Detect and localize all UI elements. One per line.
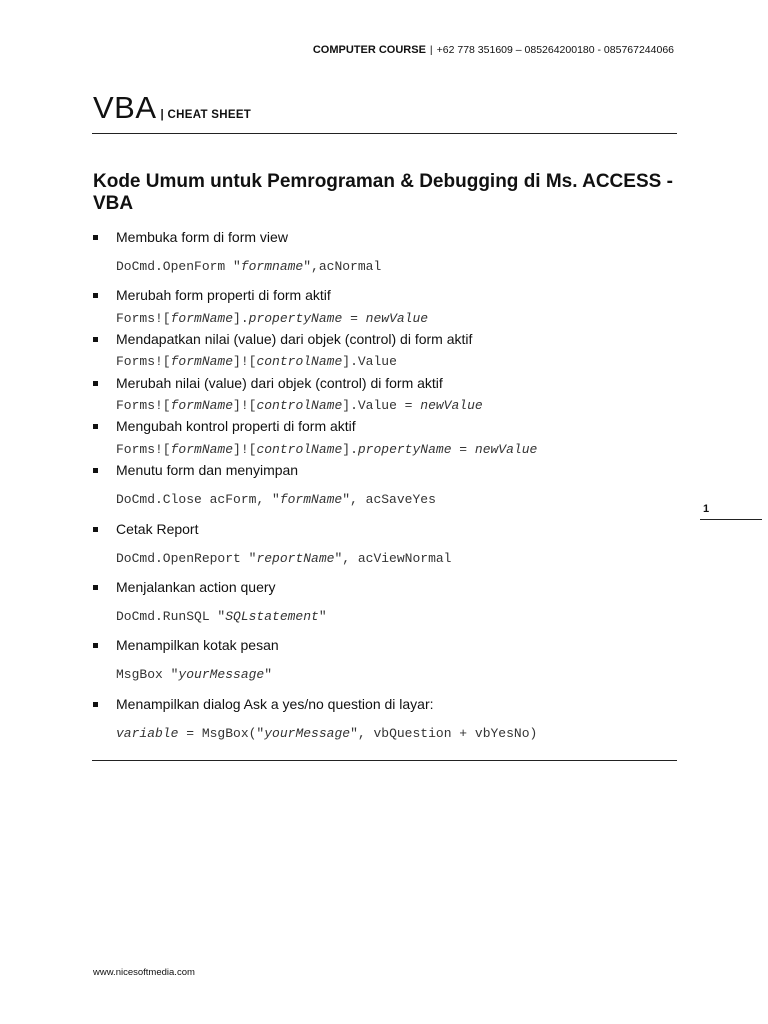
header-contact — [313, 44, 674, 56]
bullet-icon — [93, 702, 98, 707]
course-name: COMPUTER COURSE — [312, 44, 426, 56]
code-text: Forms![ — [116, 442, 171, 457]
item-label: Mendapatkan nilai (value) dari objek (control) di form aktif — [116, 331, 473, 347]
code-text: DoCmd.OpenReport " — [116, 551, 257, 566]
code-placeholder: yourMessage — [264, 726, 351, 741]
code-text: " — [264, 667, 273, 682]
item-label: Menampilkan dialog Ask a yes/no question di layar: — [116, 696, 434, 712]
code-text: MsgBox " — [116, 667, 179, 682]
code-text: ", acViewNormal — [334, 551, 452, 566]
bullet-icon — [93, 381, 98, 386]
title-sub: | CHEAT SHEET — [160, 109, 252, 121]
code-text: = — [342, 311, 366, 326]
code-text: ",acNormal — [303, 259, 382, 274]
code-placeholder: SQLstatement — [225, 609, 319, 624]
code-placeholder: newValue — [474, 442, 538, 457]
code-placeholder: formName — [170, 311, 234, 326]
code-text: = MsgBox(" — [178, 726, 265, 741]
code-text: ", vbQuestion + vbYesNo) — [350, 726, 538, 741]
code-line — [116, 667, 272, 682]
code-placeholder: reportName — [256, 551, 335, 566]
code-line — [116, 398, 483, 413]
code-line — [116, 259, 381, 274]
bullet-icon — [93, 643, 98, 648]
item-label: Cetak Report — [116, 521, 199, 537]
code-text: ].Value = — [342, 398, 421, 413]
code-text: Forms![ — [116, 354, 171, 369]
code-placeholder: variable — [116, 726, 179, 741]
code-line — [116, 311, 428, 326]
bullet-icon — [93, 468, 98, 473]
code-text: " — [318, 609, 327, 624]
item-label: Merubah nilai (value) dari objek (control) di form aktif — [116, 375, 443, 391]
item-label: Membuka form di form view — [116, 229, 288, 245]
code-line — [116, 354, 397, 369]
code-placeholder: propertyName — [248, 311, 343, 326]
page-number: 1 — [703, 503, 710, 515]
item-label: Menampilkan kotak pesan — [116, 637, 279, 653]
bottom-divider — [92, 760, 677, 761]
code-line — [116, 442, 537, 457]
code-placeholder: newValue — [420, 398, 483, 413]
top-divider — [92, 133, 677, 134]
bullet-icon — [93, 293, 98, 298]
code-text: DoCmd.OpenForm " — [116, 259, 241, 274]
bullet-icon — [93, 337, 98, 342]
bullet-icon — [93, 424, 98, 429]
code-placeholder: yourMessage — [178, 667, 265, 682]
code-line — [116, 551, 451, 566]
code-placeholder: controlName — [256, 398, 343, 413]
code-text: DoCmd.Close acForm, " — [116, 492, 280, 507]
item-label: Menjalankan action query — [116, 579, 276, 595]
phone-numbers: +62 778 351609 – 085264200180 - 085767244066 — [436, 44, 674, 56]
code-text: = — [451, 442, 475, 457]
code-placeholder: controlName — [256, 442, 343, 457]
item-label: Menutu form dan menyimpan — [116, 462, 299, 478]
bullet-icon — [93, 527, 98, 532]
code-text: ].Value — [342, 354, 397, 369]
item-label: Merubah form properti di form aktif — [116, 287, 331, 303]
code-placeholder: formName — [170, 398, 234, 413]
code-placeholder: propertyName — [357, 442, 452, 457]
code-text: ", acSaveYes — [342, 492, 436, 507]
code-text: ]. — [233, 311, 249, 326]
code-text: Forms![ — [116, 311, 171, 326]
bullet-icon — [93, 585, 98, 590]
code-placeholder: formName — [170, 354, 234, 369]
item-label: Mengubah kontrol properti di form aktif — [116, 418, 356, 434]
code-text: DoCmd.RunSQL " — [116, 609, 226, 624]
code-text: ]![ — [233, 354, 257, 369]
code-placeholder: controlName — [256, 354, 343, 369]
code-placeholder: newValue — [365, 311, 429, 326]
code-placeholder: formname — [240, 259, 304, 274]
page-number-rule — [700, 519, 762, 520]
code-text: ]![ — [233, 442, 257, 457]
bullet-icon — [93, 235, 98, 240]
code-placeholder: formName — [279, 492, 343, 507]
code-line — [116, 726, 537, 741]
code-line — [116, 492, 436, 507]
code-line — [116, 609, 327, 624]
code-text: Forms![ — [116, 398, 171, 413]
section-title: Kode Umum untuk Pemrograman & Debugging di Ms. ACCESS - VBA — [93, 171, 673, 214]
code-text: ]. — [342, 442, 358, 457]
code-placeholder: formName — [170, 442, 234, 457]
document-title — [93, 90, 251, 126]
title-main: VBA — [93, 90, 157, 125]
header-separator: | — [429, 44, 433, 56]
footer-website: www.nicesoftmedia.com — [93, 967, 195, 978]
code-text: ]![ — [233, 398, 257, 413]
